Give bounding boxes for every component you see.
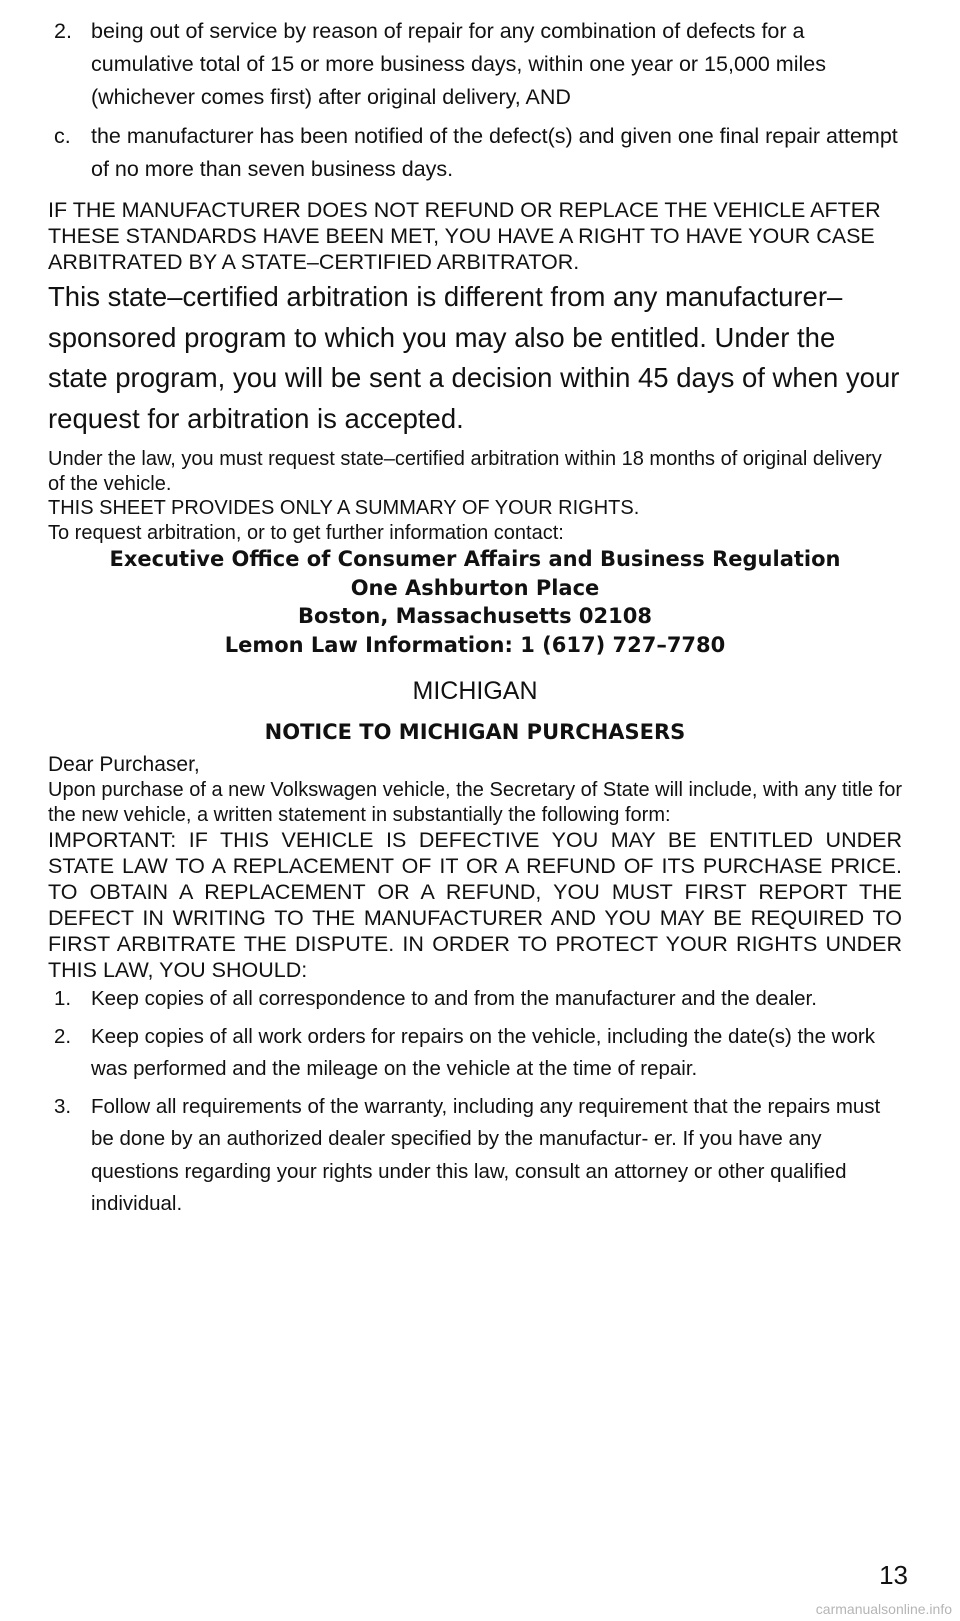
important-notice-paragraph: IMPORTANT: IF THIS VEHICLE IS DEFECTIVE YOU MAY BE ENTITLED UNDER STATE LAW TO A REPLACEMENT OF IT OR A REFUND OF ITS PURCHASE PRICE. TO OBTAIN A REPLACEMENT OR A REFUND, YOU MUST FIRST REPORT THE DEFECT IN WRITING TO THE MANUFACTURER AND YOU MAY BE REQUIRED TO FIRST ARBITRATE THE DISPUTE. IN ORDER TO PROTECT YOUR RIGHTS UNDER THIS LAW, YOU SHOULD: bbox=[48, 828, 902, 982]
list-item-text: the manufacturer has been notified of the defect(s) and given one final repair attempt of no more than seven business days. bbox=[91, 124, 898, 181]
document-page bbox=[48, 0, 902, 1221]
lemon-law-phone: Lemon Law Information: 1 (617) 727–7780 bbox=[224, 632, 726, 657]
street-address: One Ashburton Place bbox=[350, 575, 600, 600]
watermark: carmanualsonline.info bbox=[815, 1601, 952, 1617]
arbitration-rights-paragraph: IF THE MANUFACTURER DOES NOT REFUND OR REPLACE THE VEHICLE AFTER THESE STANDARDS HAVE BEEN MET, YOU HAVE A RIGHT TO HAVE YOUR CASE ARBITRATED BY A STATE–CERTIFIED ARBITRATOR. bbox=[48, 198, 881, 274]
list-item-text: Keep copies of all correspondence to and from the manufacturer and the dealer. bbox=[91, 987, 817, 1010]
list-marker: c. bbox=[54, 124, 71, 148]
list-item-text: Follow all requirements of the warranty, including any requirement that the repairs must be done by an authorized dealer specified by the manufactur- er. If you have any questions regarding your rights under this law, consult an attorney or other qualified individual. bbox=[91, 1094, 881, 1215]
city-state-zip: Boston, Massachusetts 02108 bbox=[298, 604, 652, 628]
arbitration-deadline-paragraph: Under the law, you must request state–certified arbitration within 18 months of original delivery of the vehicle. bbox=[48, 448, 882, 495]
list-item-text: Keep copies of all work orders for repairs on the vehicle, including the date(s) the work was performed and the mileage on the vehicle at the time of repair. bbox=[91, 1024, 875, 1080]
summary-notice: THIS SHEET PROVIDES ONLY A SUMMARY OF YOUR RIGHTS. bbox=[48, 497, 640, 519]
notice-heading: NOTICE TO MICHIGAN PURCHASERS bbox=[264, 720, 686, 744]
contact-address bbox=[48, 545, 902, 659]
michigan-rights-list bbox=[48, 983, 902, 1221]
list-marker: 1. bbox=[54, 987, 72, 1010]
list-item bbox=[48, 15, 902, 114]
list-item bbox=[48, 1091, 902, 1221]
michigan-intro-paragraph: Upon purchase of a new Volkswagen vehicle, the Secretary of State will include, with any title for the new vehicle, a written statement in substantially the following form: bbox=[48, 779, 902, 826]
list-marker: 2. bbox=[54, 1024, 72, 1048]
state-heading: MICHIGAN bbox=[412, 677, 538, 705]
office-name: Executive Office of Consumer Affairs and Business Regulation bbox=[109, 547, 841, 571]
list-item bbox=[48, 1021, 902, 1086]
continued-list bbox=[48, 0, 902, 186]
state-arbitration-paragraph: This state–certified arbitration is different from any manufacturer–sponsored program to which you may also be entitled. Under the state program, you will be sent a decision within 45 days of when your request for arbitration is accepted. bbox=[48, 281, 900, 434]
list-item-text: being out of service by reason of repair for any combination of defects for a cumulative total of 15 or more business days, within one year or 15,000 miles (whichever comes first) after original delivery, AND bbox=[91, 19, 826, 109]
list-item bbox=[48, 983, 902, 1016]
list-marker: 3. bbox=[54, 1094, 72, 1118]
contact-intro: To request arbitration, or to get further information contact: bbox=[48, 521, 564, 544]
list-item bbox=[48, 120, 902, 186]
salutation: Dear Purchaser, bbox=[48, 753, 200, 776]
list-marker: 2. bbox=[54, 19, 72, 43]
page-number: 13 bbox=[879, 1560, 908, 1590]
